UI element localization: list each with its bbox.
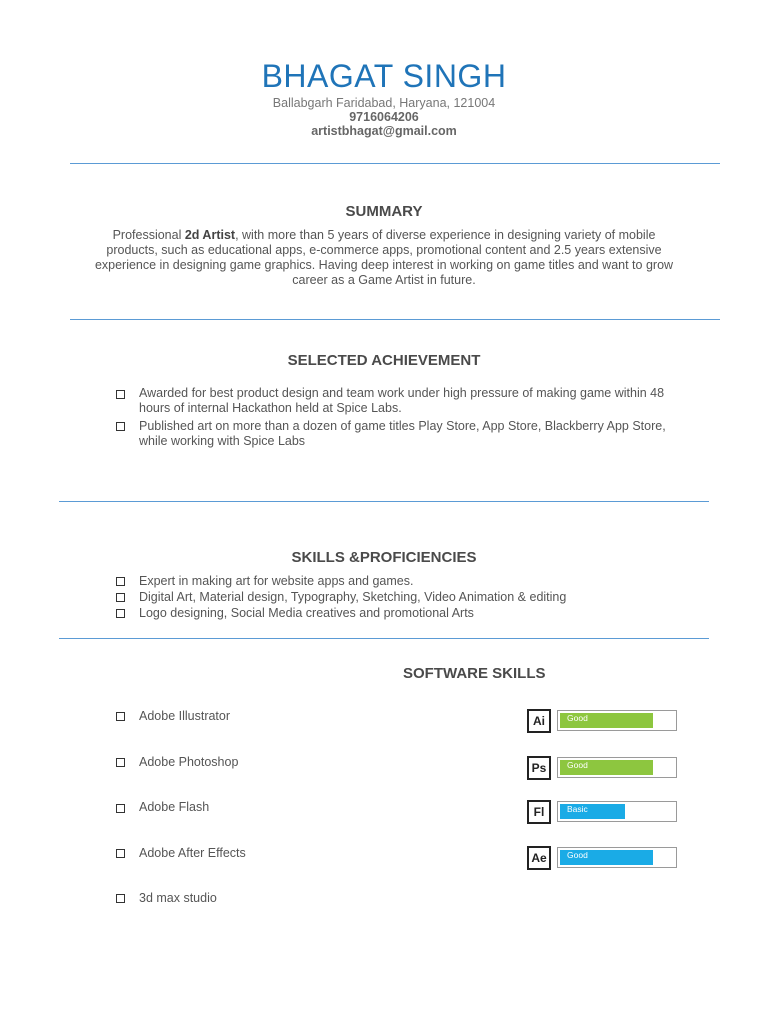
summary-heading: SUMMARY — [345, 203, 423, 220]
candidate-name: BHAGAT SINGH — [261, 58, 507, 94]
bullet-box-icon — [116, 390, 125, 399]
software-name: Adobe After Effects — [139, 846, 246, 860]
divider-achievement — [59, 501, 709, 502]
email-address: artistbhagat@gmail.com — [311, 124, 457, 138]
achievement-item: Awarded for best product design and team work under high pressure of making game within 48 hours of internal Hackathon held at Spice Labs. — [139, 386, 665, 415]
divider-summary — [70, 319, 720, 320]
divider-skills — [59, 638, 709, 639]
skill-level-label: Good — [567, 850, 588, 860]
skill-level-label: Good — [567, 713, 588, 723]
summary-role: 2d Artist — [184, 228, 236, 242]
skill-bar — [557, 847, 677, 868]
phone-number: 9716064206 — [349, 110, 419, 124]
skill-level-label: Good — [567, 760, 588, 770]
software-name: Adobe Photoshop — [139, 755, 239, 769]
bullet-box-icon — [116, 577, 125, 586]
skill-bar — [557, 710, 677, 731]
achievement-item: Published art on more than a dozen of game titles Play Store, App Store, Blackberry App Store, while working with Spice Labs — [139, 419, 666, 448]
skills-heading: SKILLS &PROFICIENCIES — [291, 549, 477, 566]
bullet-box-icon — [116, 712, 125, 721]
summary-text-start: Professional — [112, 228, 185, 242]
software-name: 3d max studio — [139, 891, 217, 905]
skill-bar — [557, 801, 677, 822]
software-name: Adobe Illustrator — [139, 709, 231, 723]
summary-text-rest: , with more than 5 years of diverse experience in designing variety of mobile products, such as educational apps, e-commerce apps, promotional content and 2.5 years extensive experience in designing game graphics. Having deep interest in working on game titles and want to grow career as a Game Artist in future. — [94, 228, 674, 287]
skill-item: Digital Art, Material design, Typography, Sketching, Video Animation & editing — [139, 590, 567, 604]
skill-level-label: Basic — [567, 804, 588, 814]
after-effects-icon: Ae — [527, 846, 551, 870]
illustrator-icon: Ai — [527, 709, 551, 733]
software-name: Adobe Flash — [139, 800, 210, 814]
bullet-box-icon — [116, 422, 125, 431]
bullet-box-icon — [116, 593, 125, 602]
flash-icon: Fl — [527, 800, 551, 824]
bullet-box-icon — [116, 804, 125, 813]
bullet-box-icon — [116, 894, 125, 903]
achievement-heading: SELECTED ACHIEVEMENT — [287, 352, 481, 369]
skill-bar — [557, 757, 677, 778]
bullet-box-icon — [116, 758, 125, 767]
bullet-box-icon — [116, 609, 125, 618]
photoshop-icon: Ps — [527, 756, 551, 780]
divider-header — [70, 163, 720, 164]
bullet-box-icon — [116, 849, 125, 858]
skill-item: Logo designing, Social Media creatives and promotional Arts — [139, 606, 474, 620]
address: Ballabgarh Faridabad, Haryana, 121004 — [272, 96, 496, 110]
software-heading: SOFTWARE SKILLS — [403, 665, 546, 682]
summary-text — [90, 228, 678, 288]
skill-item: Expert in making art for website apps and games. — [139, 574, 414, 588]
